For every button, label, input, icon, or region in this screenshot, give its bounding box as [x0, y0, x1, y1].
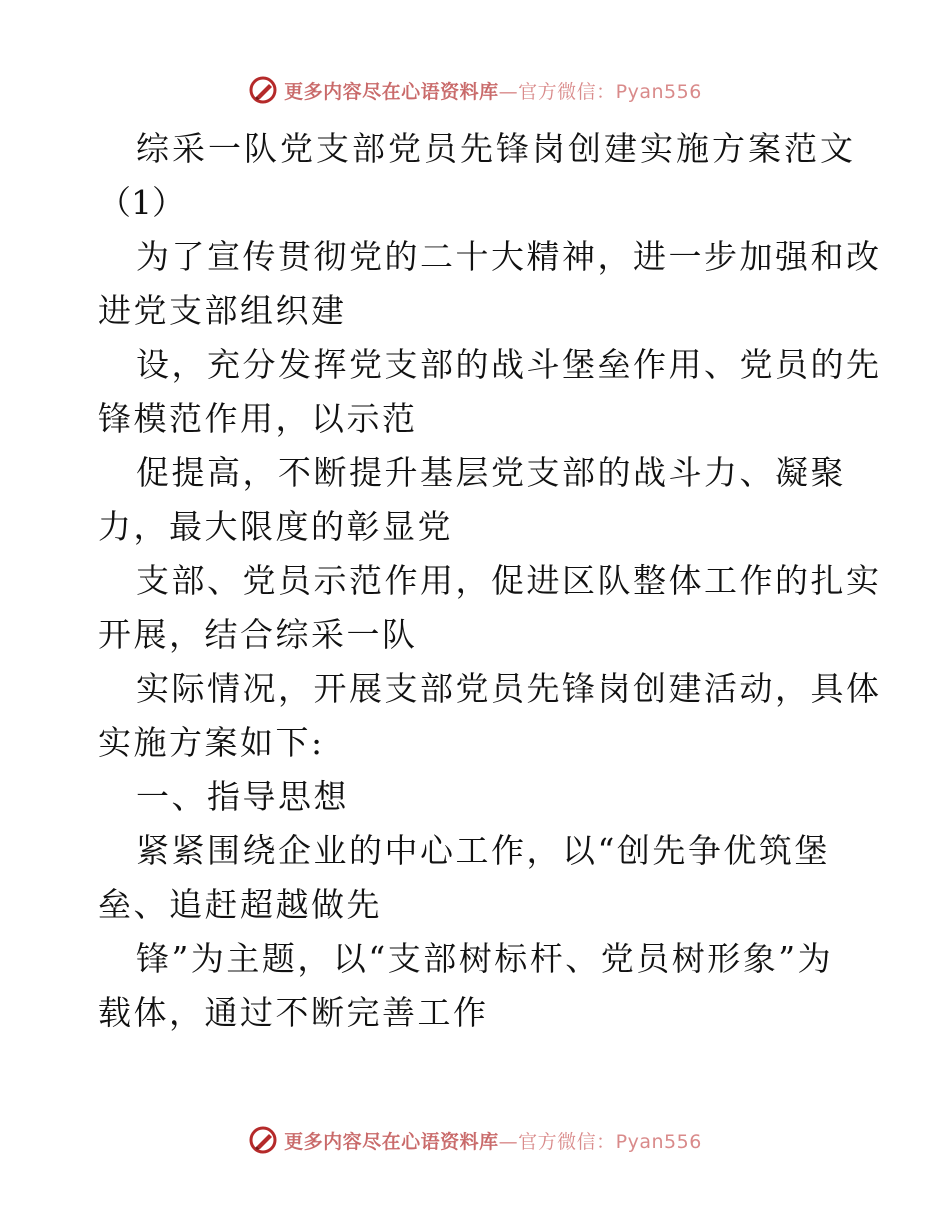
text-line: 设，充分发挥党支部的战斗堡垒作用、党员的先: [136, 345, 882, 384]
text-line: 开展，结合综采一队: [98, 615, 418, 654]
watermark-text: 更多内容尽在心语资料库—官方微信：Pyan556: [284, 1130, 702, 1153]
text-line: 为了宣传贯彻党的二十大精神，进一步加强和改: [136, 237, 882, 276]
text-line: 紧紧围绕企业的中心工作，以“创先争优筑堡: [136, 831, 830, 870]
text-line: 进党支部组织建: [98, 291, 347, 330]
text-line: 载体，通过不断完善工作: [98, 993, 489, 1032]
text-line: 促提高，不断提升基层党支部的战斗力、凝聚: [136, 453, 846, 492]
document-title: 综采一队党支部党员先锋岗创建实施方案范文: [136, 129, 856, 168]
text-line: 垒、追赶超越做先: [98, 885, 382, 924]
document-body: [98, 122, 882, 1040]
text-line: 支部、党员示范作用，促进区队整体工作的扎实: [136, 561, 882, 600]
text-line: 实施方案如下:: [98, 723, 325, 762]
text-line: 力，最大限度的彰显党: [98, 507, 453, 546]
pen-logo-icon: [248, 1125, 278, 1155]
watermark-footer: [0, 1120, 950, 1160]
watermark-text: 更多内容尽在心语资料库—官方微信：Pyan556: [284, 80, 702, 103]
section-heading: 一、指导思想: [136, 777, 349, 816]
watermark-header: [0, 70, 950, 110]
pen-logo-icon: [248, 75, 278, 105]
text-line: 锋模范作用，以示范: [98, 399, 418, 438]
text-line: 实际情况，开展支部党员先锋岗创建活动，具体: [136, 669, 882, 708]
text-line: 锋”为主题，以“支部树标杆、党员树形象”为: [136, 939, 834, 978]
document-title-number: （1）: [98, 183, 185, 222]
